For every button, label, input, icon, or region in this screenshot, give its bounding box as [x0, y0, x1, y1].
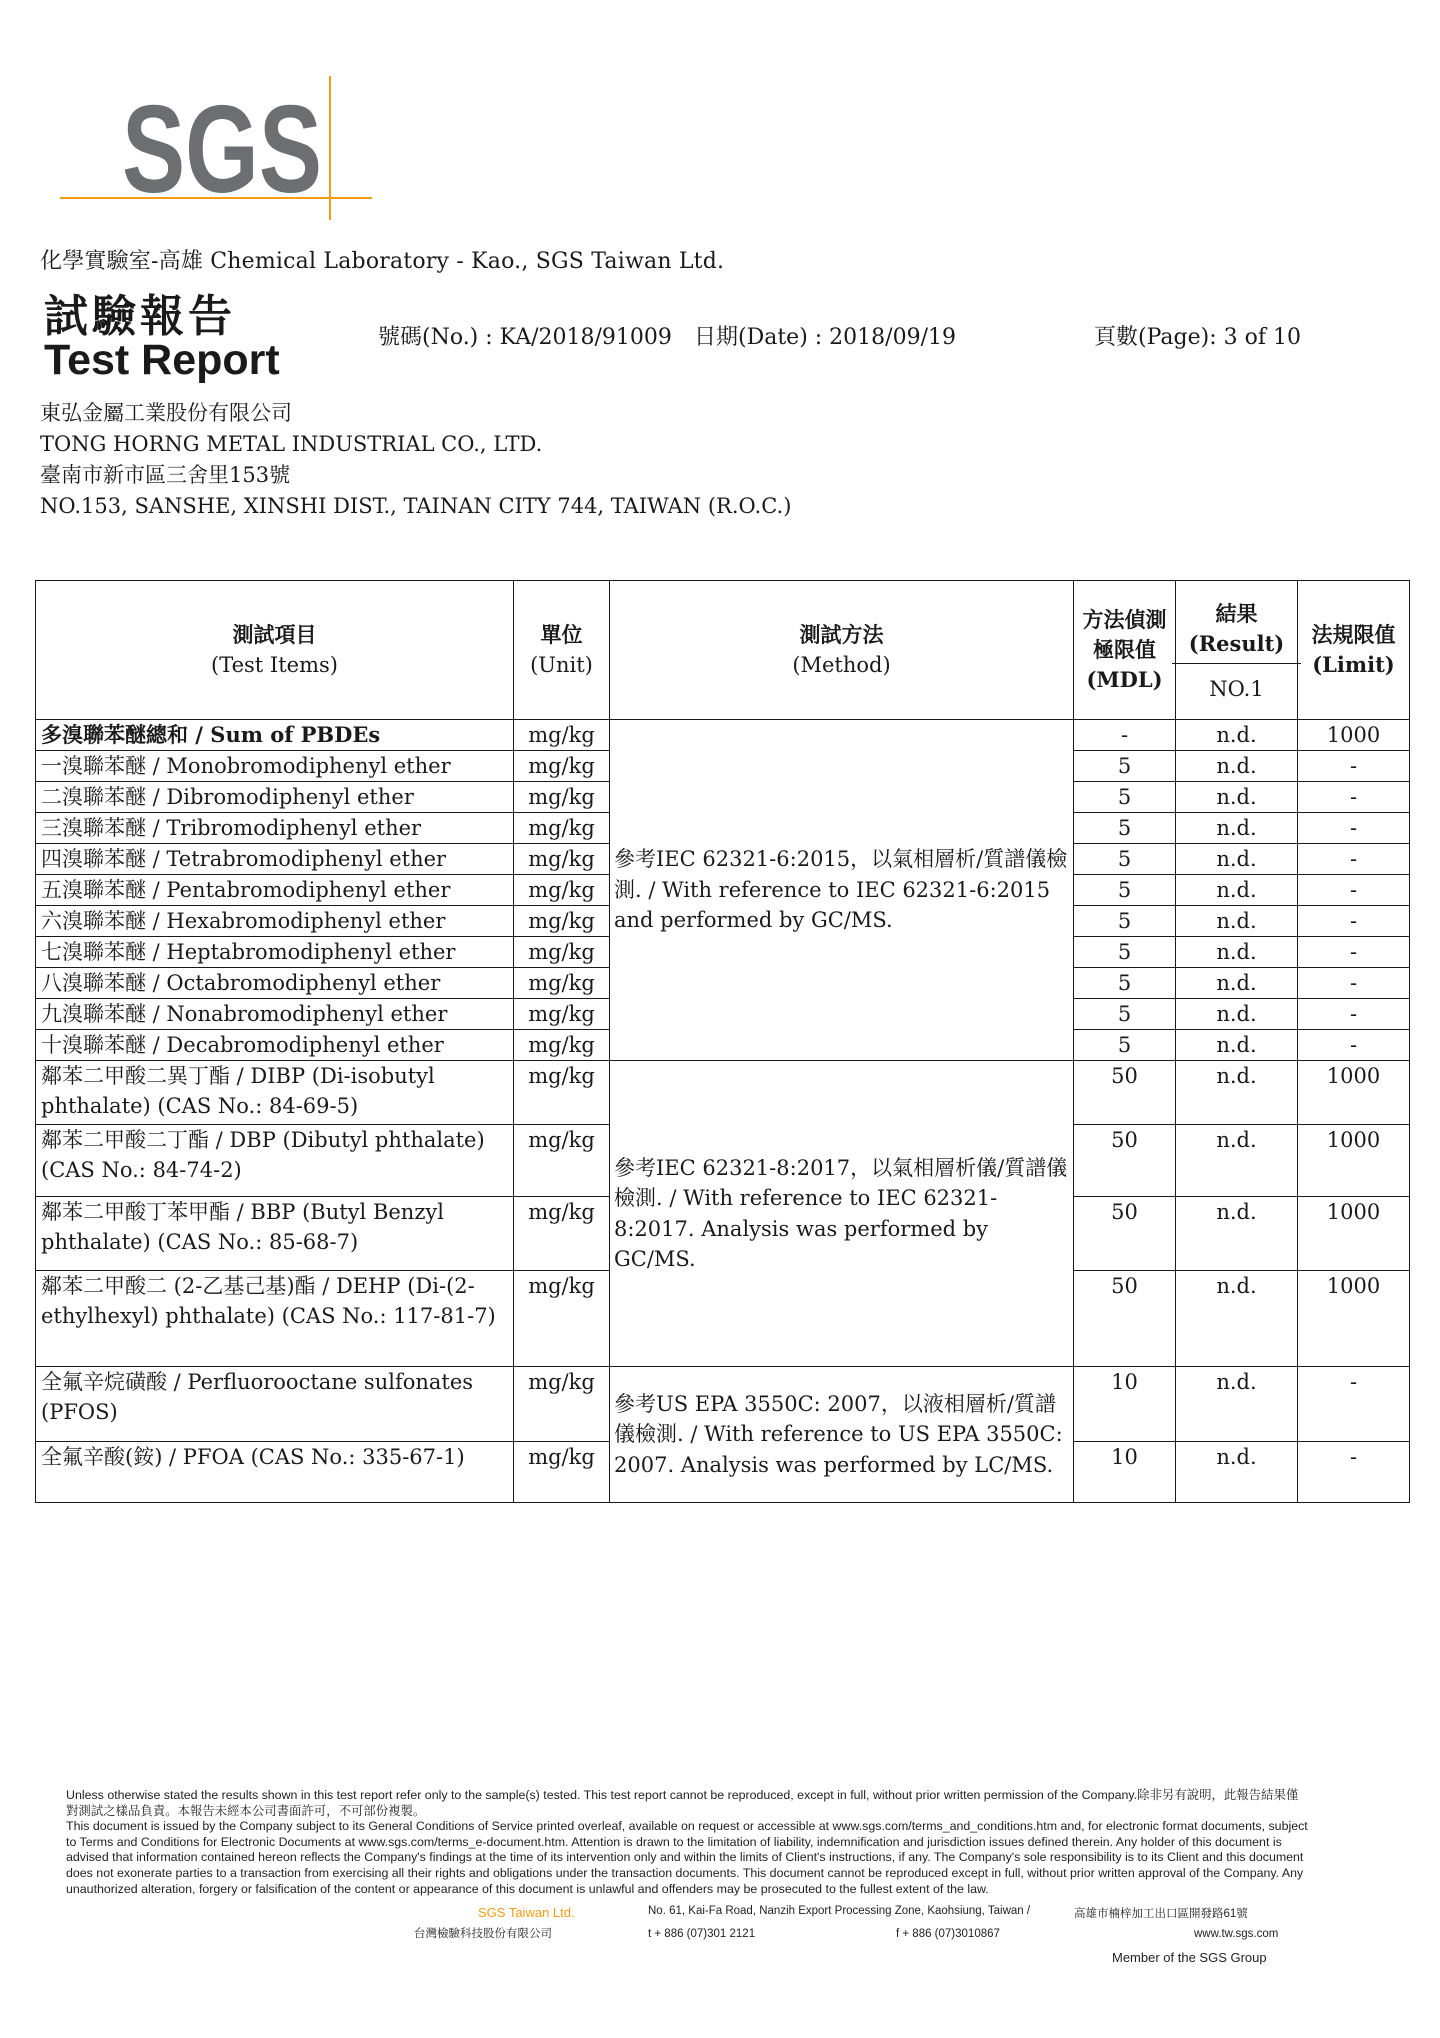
- page-number: 頁數(Page): 3 of 10: [1094, 325, 1301, 350]
- limit-value: -: [1298, 844, 1410, 875]
- mdl-value: 10: [1074, 1442, 1176, 1503]
- mdl-value: 5: [1074, 999, 1176, 1030]
- unit: mg/kg: [514, 813, 610, 844]
- result-value: n.d.: [1176, 906, 1298, 937]
- mdl-value: 5: [1074, 751, 1176, 782]
- header-test-items: 測試項目 (Test Items): [36, 581, 514, 720]
- header-method: 測試方法 (Method): [610, 581, 1074, 720]
- result-value: n.d.: [1176, 1367, 1298, 1442]
- table-row: [36, 1367, 1410, 1442]
- customer-address-cn: 臺南市新市區三舍里153號: [40, 463, 291, 487]
- test-item: 十溴聯苯醚 / Decabromodiphenyl ether: [36, 1030, 514, 1061]
- result-value: n.d.: [1176, 813, 1298, 844]
- disclaimer-1: Unless otherwise stated the results shown in this test report refer only to the sample(s) tested. This test report cannot be reproduced, except in full, without prior written permission of the Company.除非另有說明，此報告結果僅對測試之樣品負責。本報告未經本公司書面許可，不可部份複製。: [66, 1788, 1299, 1818]
- table-row: [36, 1061, 1410, 1125]
- mdl-value: 5: [1074, 813, 1176, 844]
- mdl-value: 5: [1074, 968, 1176, 999]
- test-item: 多溴聯苯醚總和 / Sum of PBDEs: [36, 720, 514, 751]
- unit: mg/kg: [514, 999, 610, 1030]
- results-body: [36, 720, 1410, 1503]
- method-phthalate: 參考IEC 62321-8:2017，以氣相層析儀/質譜儀檢測. / With reference to IEC 62321-8:2017. Analysis was performed by GC/MS.: [610, 1061, 1074, 1367]
- mdl-value: 50: [1074, 1125, 1176, 1197]
- mdl-value: 5: [1074, 1030, 1176, 1061]
- result-value: n.d.: [1176, 782, 1298, 813]
- test-item: 鄰苯二甲酸二異丁酯 / DIBP (Di-isobutyl phthalate) (CAS No.: 84-69-5): [36, 1061, 514, 1125]
- report-date: 日期(Date) : 2018/09/19: [694, 325, 956, 350]
- test-item: 三溴聯苯醚 / Tribromodiphenyl ether: [36, 813, 514, 844]
- header-limit: 法規限值 (Limit): [1298, 581, 1410, 720]
- limit-value: 1000: [1298, 1061, 1410, 1125]
- disclaimer-2: This document is issued by the Company subject to its General Conditions of Service printed overleaf, available on request or accessible at www.sgs.com/terms_and_conditions.htm and, for electronic format documents, subject to Terms and Conditions for Electronic Documents at www.sgs.com/terms_e-document.htm. Attention is drawn to the limitation of liability, indemnification and jurisdiction issues defined therein. Any holder of this document is advised that information contained hereon reflects the Company's findings at the time of its intervention only and within the limits of Client's instructions, if any. The Company's sole responsibility is to its Client and this document does not exonerate parties to a transaction from exercising all their rights and obligations under the transaction documents. This document cannot be reproduced except in full, without prior written approval of the Company. Any unauthorized alteration, forgery or falsification of the content or appearance of this document is unlawful and offenders may be prosecuted to the fullest extent of the law.: [66, 1819, 1308, 1896]
- result-value: n.d.: [1176, 937, 1298, 968]
- header-mdl: 方法偵測極限值 (MDL): [1074, 581, 1176, 720]
- result-value: n.d.: [1176, 1271, 1298, 1367]
- result-value: n.d.: [1176, 999, 1298, 1030]
- result-value: n.d.: [1176, 844, 1298, 875]
- unit: mg/kg: [514, 968, 610, 999]
- test-item: 七溴聯苯醚 / Heptabromodiphenyl ether: [36, 937, 514, 968]
- limit-value: 1000: [1298, 1271, 1410, 1367]
- unit: mg/kg: [514, 1030, 610, 1061]
- limit-value: -: [1298, 875, 1410, 906]
- footer-tel: t + 886 (07)301 2121: [648, 1928, 756, 1940]
- mdl-value: 50: [1074, 1271, 1176, 1367]
- unit: mg/kg: [514, 1197, 610, 1271]
- limit-value: -: [1298, 782, 1410, 813]
- mdl-value: -: [1074, 720, 1176, 751]
- result-value: n.d.: [1176, 720, 1298, 751]
- limit-value: -: [1298, 968, 1410, 999]
- mdl-value: 50: [1074, 1197, 1176, 1271]
- lab-name-line: 化學實驗室-高雄 Chemical Laboratory - Kao., SGS Taiwan Ltd.: [40, 249, 725, 274]
- report-number: 號碼(No.) : KA/2018/91009: [378, 325, 672, 350]
- header-result-sub: NO.1: [1172, 663, 1301, 712]
- footer-website[interactable]: www.tw.sgs.com: [1194, 1928, 1279, 1940]
- result-value: n.d.: [1176, 1125, 1298, 1197]
- limit-value: -: [1298, 1367, 1410, 1442]
- test-item: 鄰苯二甲酸二 (2-乙基己基)酯 / DEHP (Di-(2-ethylhexyl) phthalate) (CAS No.: 117-81-7): [36, 1271, 514, 1367]
- customer-name-cn: 東弘金屬工業股份有限公司: [40, 401, 292, 425]
- result-value: n.d.: [1176, 1030, 1298, 1061]
- limit-value: -: [1298, 937, 1410, 968]
- report-title-en: Test Report: [44, 336, 280, 384]
- limit-value: -: [1298, 1030, 1410, 1061]
- test-item: 八溴聯苯醚 / Octabromodiphenyl ether: [36, 968, 514, 999]
- footer-fax: f + 886 (07)3010867: [896, 1928, 1000, 1940]
- limit-value: -: [1298, 751, 1410, 782]
- test-item: 二溴聯苯醚 / Dibromodiphenyl ether: [36, 782, 514, 813]
- test-item: 六溴聯苯醚 / Hexabromodiphenyl ether: [36, 906, 514, 937]
- test-item: 全氟辛酸(銨) / PFOA (CAS No.: 335-67-1): [36, 1442, 514, 1503]
- mdl-value: 5: [1074, 906, 1176, 937]
- limit-value: -: [1298, 813, 1410, 844]
- mdl-value: 5: [1074, 937, 1176, 968]
- unit: mg/kg: [514, 1442, 610, 1503]
- footer-address-en: No. 61, Kai-Fa Road, Nanzih Export Processing Zone, Kaohsiung, Taiwan /: [648, 1905, 1031, 1917]
- unit: mg/kg: [514, 1271, 610, 1367]
- customer-name-en: TONG HORNG METAL INDUSTRIAL CO., LTD.: [40, 432, 543, 456]
- header-result: 結果 (Result) NO.1: [1176, 581, 1298, 720]
- mdl-value: 5: [1074, 782, 1176, 813]
- mdl-value: 10: [1074, 1367, 1176, 1442]
- test-item: 鄰苯二甲酸二丁酯 / DBP (Dibutyl phthalate) (CAS No.: 84-74-2): [36, 1125, 514, 1197]
- limit-value: 1000: [1298, 1197, 1410, 1271]
- sgs-logo-text: SGS: [122, 81, 322, 219]
- test-item: 一溴聯苯醚 / Monobromodiphenyl ether: [36, 751, 514, 782]
- method-pbde: 參考IEC 62321-6:2015，以氣相層析/質譜儀檢測. / With reference to IEC 62321-6:2015 and performed by GC/MS.: [610, 720, 1074, 1061]
- test-item: 全氟辛烷磺酸 / Perfluorooctane sulfonates (PFOS): [36, 1367, 514, 1442]
- customer-address-en: NO.153, SANSHE, XINSHI DIST., TAINAN CITY 744, TAIWAN (R.O.C.): [40, 494, 792, 518]
- results-table: [35, 580, 1410, 1503]
- limit-value: -: [1298, 906, 1410, 937]
- limit-value: 1000: [1298, 1125, 1410, 1197]
- customer-block: [40, 398, 791, 522]
- mdl-value: 5: [1074, 844, 1176, 875]
- header-unit: 單位 (Unit): [514, 581, 610, 720]
- sgs-logo: [60, 72, 376, 220]
- sgs-taiwan-name: SGS Taiwan Ltd.: [478, 1905, 575, 1920]
- method-pfos: 參考US EPA 3550C: 2007，以液相層析/質譜儀檢測. / With reference to US EPA 3550C: 2007. Analysis was performed by LC/MS.: [610, 1367, 1074, 1503]
- limit-value: -: [1298, 1442, 1410, 1503]
- limit-value: -: [1298, 999, 1410, 1030]
- result-value: n.d.: [1176, 1197, 1298, 1271]
- result-value: n.d.: [1176, 751, 1298, 782]
- unit: mg/kg: [514, 906, 610, 937]
- unit: mg/kg: [514, 751, 610, 782]
- unit: mg/kg: [514, 844, 610, 875]
- footer-address-cn: 高雄市楠梓加工出口區開發路61號: [1074, 1908, 1248, 1920]
- test-item: 鄰苯二甲酸丁苯甲酯 / BBP (Butyl Benzyl phthalate) (CAS No.: 85-68-7): [36, 1197, 514, 1271]
- result-value: n.d.: [1176, 1061, 1298, 1125]
- result-value: n.d.: [1176, 968, 1298, 999]
- unit: mg/kg: [514, 937, 610, 968]
- test-item: 四溴聯苯醚 / Tetrabromodiphenyl ether: [36, 844, 514, 875]
- unit: mg/kg: [514, 720, 610, 751]
- unit: mg/kg: [514, 1061, 610, 1125]
- table-row: [36, 720, 1410, 751]
- report-title-cn: 試驗報告: [44, 291, 236, 342]
- limit-value: 1000: [1298, 720, 1410, 751]
- result-value: n.d.: [1176, 1442, 1298, 1503]
- test-item: 九溴聯苯醚 / Nonabromodiphenyl ether: [36, 999, 514, 1030]
- table-header-row: [36, 581, 1410, 720]
- mdl-value: 5: [1074, 875, 1176, 906]
- unit: mg/kg: [514, 1125, 610, 1197]
- result-value: n.d.: [1176, 875, 1298, 906]
- sgs-taiwan-name-cn: 台灣檢驗科技股份有限公司: [414, 1928, 552, 1940]
- footer-disclaimer: [66, 1788, 1310, 1897]
- unit: mg/kg: [514, 875, 610, 906]
- unit: mg/kg: [514, 1367, 610, 1442]
- unit: mg/kg: [514, 782, 610, 813]
- mdl-value: 50: [1074, 1061, 1176, 1125]
- member-of-sgs: Member of the SGS Group: [1112, 1950, 1267, 1965]
- test-item: 五溴聯苯醚 / Pentabromodiphenyl ether: [36, 875, 514, 906]
